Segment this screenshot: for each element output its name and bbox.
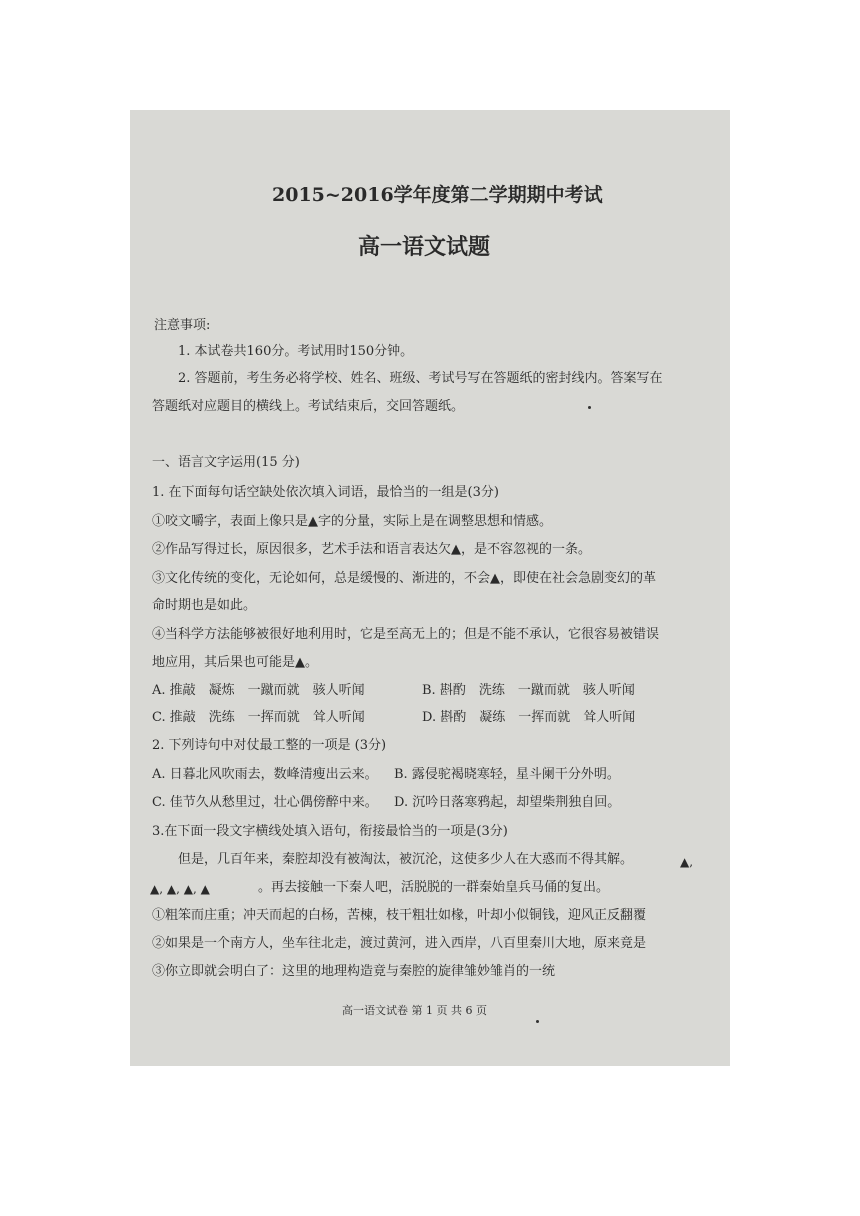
question-1-option-b: B. 斟酌 洗练 一蹴而就 骇人听闻 <box>422 683 635 698</box>
note-item-2-cont: 答题纸对应题目的横线上。考试结束后，交回答题纸。 <box>152 399 465 414</box>
question-1-sentence-4-cont: 地应用，其后果也可能是▲。 <box>152 655 318 670</box>
print-speck-2 <box>536 1020 539 1023</box>
question-1-option-d: D. 斟酌 凝练 一挥而就 耸人听闻 <box>422 710 636 725</box>
print-speck <box>588 406 591 409</box>
exam-title: 高一语文试题 <box>358 234 491 260</box>
question-2-stem: 2. 下列诗句中对仗最工整的一项是 (3分) <box>152 738 387 753</box>
question-2-option-a: A. 日暮北风吹雨去，数峰清瘦出云来。 <box>152 767 378 782</box>
term-title: 2015~2016学年度第二学期期中考试 <box>272 184 603 206</box>
question-2-option-d: D. 沉吟日落寒鸦起，却望柴荆独自回。 <box>394 795 621 810</box>
question-1-sentence-3: ③文化传统的变化，无论如何，总是缓慢的、渐进的，不会▲，即使在社会急剧变幻的革 <box>152 571 656 586</box>
notes-heading: 注意事项: <box>154 318 211 333</box>
question-3-choice-2: ②如果是一个南方人，坐车往北走，渡过黄河，进入西岸，八百里秦川大地，原来竟是 <box>152 936 647 951</box>
question-1-sentence-1: ①咬文嚼字，表面上像只是▲字的分量，实际上是在调整思想和情感。 <box>152 514 552 529</box>
note-item-1: 1. 本试卷共160分。考试用时150分钟。 <box>178 344 414 359</box>
question-1-sentence-2: ②作品写得过长，原因很多，艺术手法和语言表达欠▲，是不容忽视的一条。 <box>152 542 591 557</box>
section-heading: 一、语言文字运用(15 分) <box>152 455 300 470</box>
question-3-stem: 3.在下面一段文字横线处填入语句，衔接最恰当的一项是(3分) <box>152 824 508 839</box>
question-3-choice-3: ③你立即就会明白了：这里的地理构造竟与秦腔的旋律雏妙雏肖的一统 <box>152 964 556 979</box>
question-1-option-a: A. 推敲 凝炼 一蹴而就 骇人听闻 <box>152 683 365 698</box>
question-3-blank-marks: ▲, ▲, ▲, ▲ <box>150 882 210 896</box>
exam-paper <box>130 110 730 1066</box>
question-1-sentence-3-cont: 命时期也是如此。 <box>152 598 257 613</box>
note-item-2: 2. 答题前，考生务必将学校、姓名、班级、考试号写在答题纸的密封线内。答案写在 <box>178 371 663 386</box>
question-2-option-c: C. 佳节久从愁里过，壮心偶傍醉中来。 <box>152 795 378 810</box>
question-1-stem: 1. 在下面每句话空缺处依次填入词语，最恰当的一组是(3分) <box>152 485 499 500</box>
question-3-blank-start: ▲, <box>680 855 694 869</box>
question-3-passage: 但是，几百年来，秦腔却没有被淘汰，被沉沦，这使多少人在大惑而不得其解。 <box>178 852 634 867</box>
question-3-passage-cont: 。再去接触一下秦人吧，活脱脱的一群秦始皇兵马俑的复出。 <box>258 880 610 895</box>
question-1-sentence-4: ④当科学方法能够被很好地利用时，它是至高无上的；但是不能不承认，它很容易被错误 <box>152 627 660 642</box>
question-1-option-c: C. 推敲 洗练 一挥而就 耸人听闻 <box>152 710 365 725</box>
question-3-choice-1: ①粗笨而庄重；冲天而起的白杨，苦楝，枝干粗壮如椽，叶却小似铜钱，迎风正反翻覆 <box>152 908 647 923</box>
question-2-option-b: B. 露侵驼褐晓寒轻，星斗阑干分外明。 <box>394 767 620 782</box>
page-footer: 高一语文试卷 第 1 页 共 6 页 <box>342 1004 487 1017</box>
